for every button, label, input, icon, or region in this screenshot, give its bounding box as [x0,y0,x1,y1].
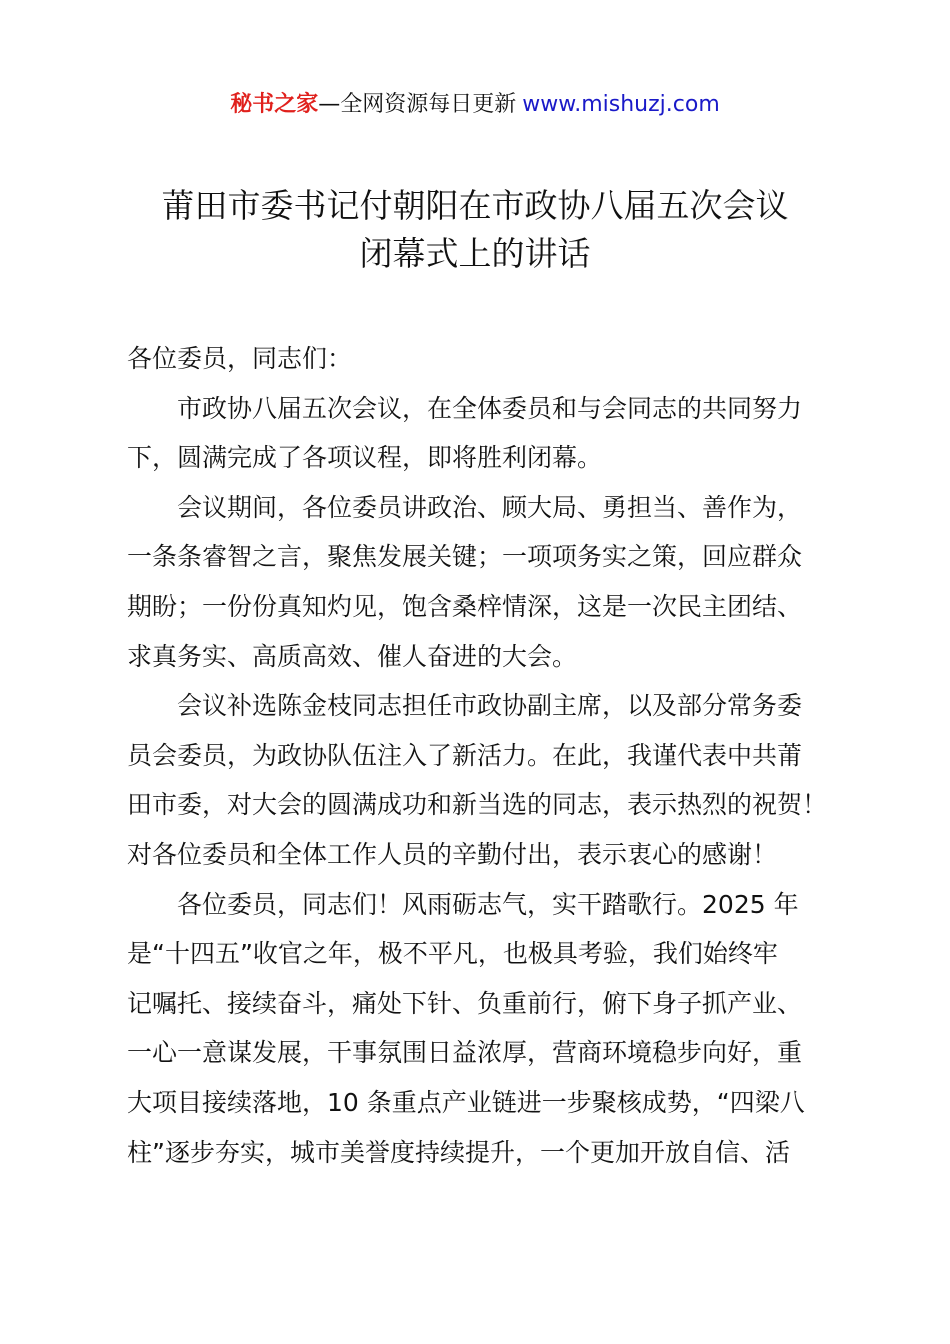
title-line-1: 莆田市委书记付朝阳在市政协八届五次会议 [161,186,789,225]
salutation: 各位委员，同志们： [127,344,353,373]
text-line: 期盼；一份份真知灼见，饱含桑梓情深，这是一次民主团结、 [127,591,803,621]
title-line-2: 闭幕式上的讲话 [359,234,591,273]
text-line: 记嘱托、接续奋斗，痛处下针、负重前行，俯下身子抓产业、 [127,988,803,1018]
site-url-link[interactable]: www.mishuzj.com [522,92,720,117]
text-line: 柱”逐步夯实，城市美誉度持续提升，一个更加开放自信、活 [127,1137,790,1167]
text-line: 一条条睿智之言，聚焦发展关键；一项项务实之策，回应群众 [127,542,803,572]
site-header [0,88,950,122]
text-line: 市政协八届五次会议，在全体委员和与会同志的共同努力 [127,393,803,423]
text-line: 是“十四五”收官之年，极不平凡，也极具考验，我们始终牢 [127,939,778,969]
text-line: 下，圆满完成了各项议程，即将胜利闭幕。 [127,443,603,473]
brand-name: 秘书之家 [230,92,319,117]
text-line: 大项目接续落地，10 条重点产业链进一步聚核成势，“四梁八 [127,1087,805,1117]
text-line: 会议期间，各位委员讲政治、顾大局、勇担当、善作为， [127,492,803,522]
text-line: 田市委，对大会的圆满成功和新当选的同志，表示热烈的祝贺！ [127,790,828,820]
document-title [100,182,850,278]
text-line: 员会委员，为政协队伍注入了新活力。在此，我谨代表中共莆 [127,740,803,770]
text-line: 各位委员，同志们！风雨砺志气，实干踏歌行。2025 年 [127,889,799,919]
text-line: 求真务实、高质高效、催人奋进的大会。 [127,641,578,671]
speech-body [127,334,847,1177]
text-line: 对各位委员和全体工作人员的辛勤付出，表示衷心的感谢！ [127,839,778,869]
text-line: 一心一意谋发展，干事氛围日益浓厚，营商环境稳步向好，重 [127,1038,803,1068]
text-line: 会议补选陈金枝同志担任市政协副主席，以及部分常务委 [127,691,803,721]
header-tagline: —全网资源每日更新 [318,92,517,117]
